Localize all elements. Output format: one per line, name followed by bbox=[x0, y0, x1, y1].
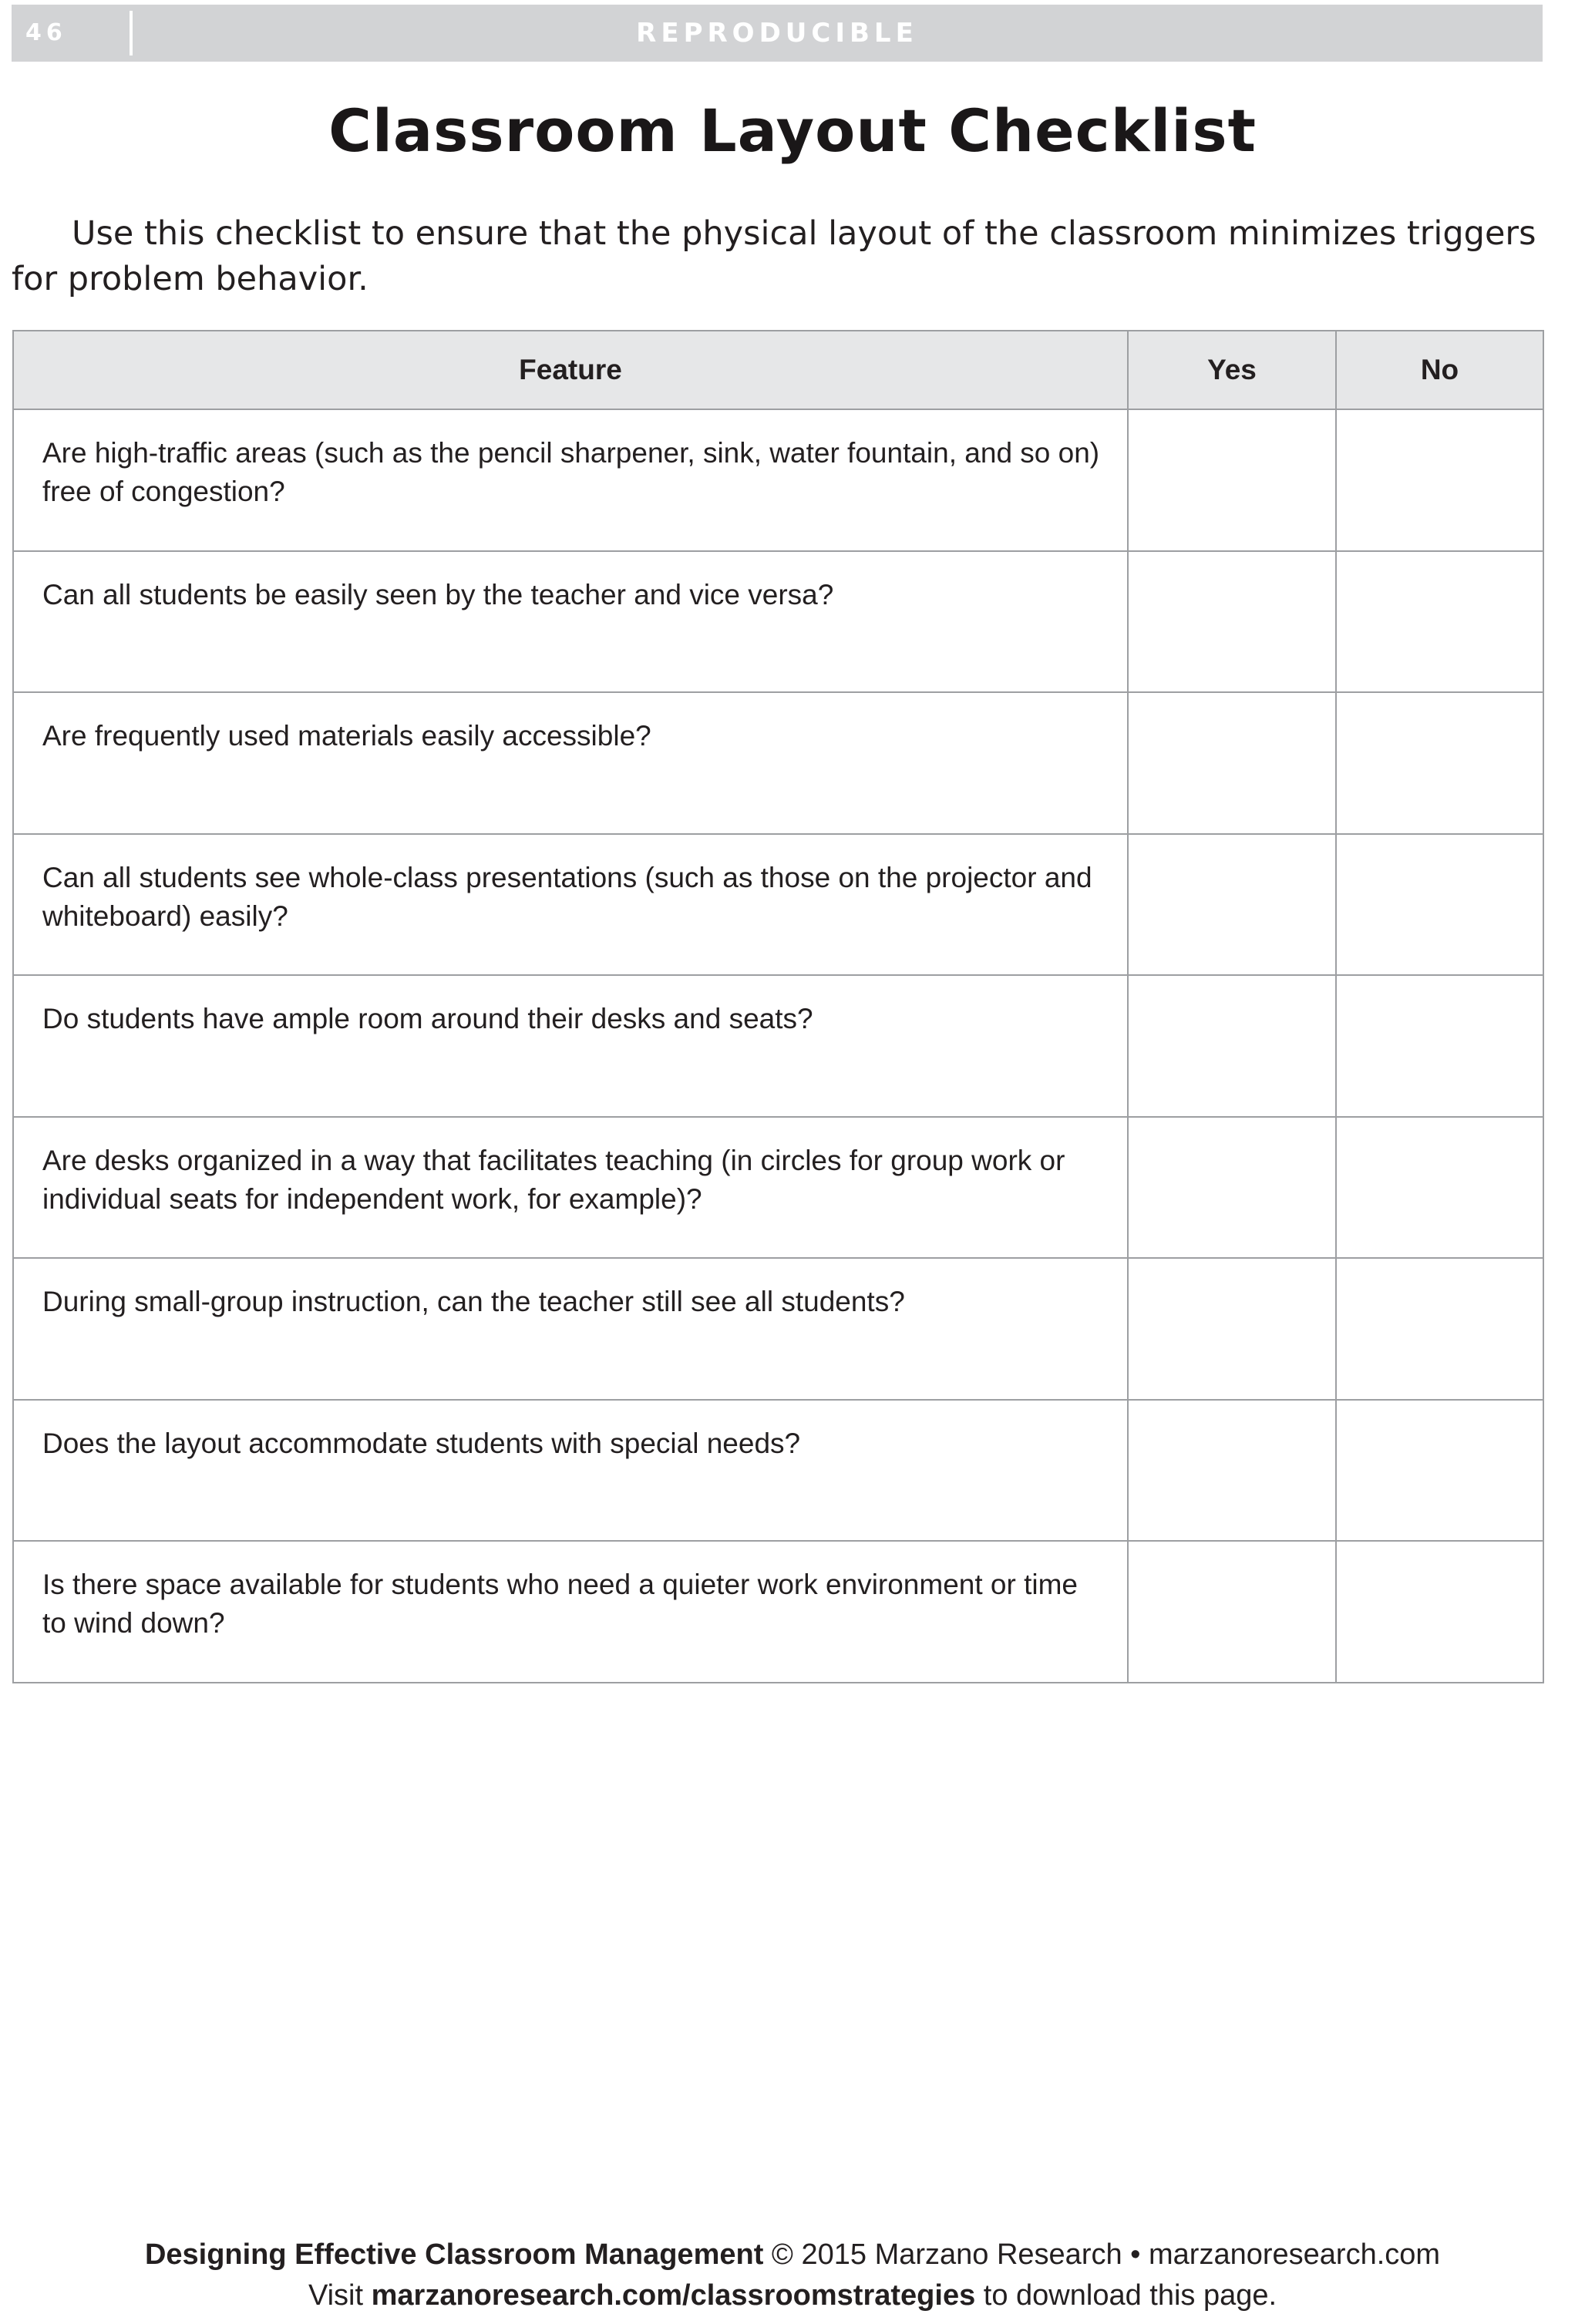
table-row bbox=[13, 834, 1543, 976]
reproducible-label: REPRODUCIBLE bbox=[636, 18, 918, 49]
table-row bbox=[13, 1541, 1543, 1683]
page-title: Classroom Layout Checklist bbox=[328, 96, 1257, 165]
feature-cell: Is there space available for students who need a quieter work environment or time to wind down? bbox=[13, 1541, 1128, 1683]
feature-cell: Can all students see whole-class presentations (such as those on the projector and whiteboard) easily? bbox=[13, 834, 1128, 976]
table-row bbox=[13, 1400, 1543, 1542]
no-cell[interactable] bbox=[1336, 1258, 1543, 1400]
no-cell[interactable] bbox=[1336, 1400, 1543, 1542]
yes-cell[interactable] bbox=[1128, 1258, 1336, 1400]
feature-cell: Are high-traffic areas (such as the pencil sharpener, sink, water fountain, and so on) free of congestion? bbox=[13, 409, 1128, 551]
intro-paragraph: Use this checklist to ensure that the physical layout of the classroom minimizes triggers for problem behavior. bbox=[12, 214, 1536, 298]
yes-cell[interactable] bbox=[1128, 692, 1336, 834]
header-bar bbox=[12, 5, 1543, 62]
feature-cell: Are frequently used materials easily accessible? bbox=[13, 692, 1128, 834]
download-url-link[interactable]: marzanoresearch.com/classroomstrategies bbox=[371, 2279, 976, 2312]
column-header-no: No bbox=[1336, 331, 1543, 409]
no-cell[interactable] bbox=[1336, 834, 1543, 976]
footer-download bbox=[0, 2279, 1585, 2312]
table-row bbox=[13, 551, 1543, 693]
feature-cell: Does the layout accommodate students with special needs? bbox=[13, 1400, 1128, 1542]
feature-cell: Are desks organized in a way that facilitates teaching (in circles for group work or individual seats for independent work, for example)? bbox=[13, 1117, 1128, 1259]
no-cell[interactable] bbox=[1336, 409, 1543, 551]
yes-cell[interactable] bbox=[1128, 1541, 1336, 1683]
column-header-yes: Yes bbox=[1128, 331, 1336, 409]
table-row bbox=[13, 1258, 1543, 1400]
yes-cell[interactable] bbox=[1128, 975, 1336, 1117]
book-title: Designing Effective Classroom Management bbox=[144, 2238, 764, 2271]
no-cell[interactable] bbox=[1336, 551, 1543, 693]
feature-cell: During small-group instruction, can the teacher still see all students? bbox=[13, 1258, 1128, 1400]
table-header-row bbox=[13, 331, 1543, 409]
visit-suffix: to download this page. bbox=[983, 2279, 1277, 2312]
table-row bbox=[13, 1117, 1543, 1259]
checklist-table bbox=[12, 330, 1544, 1683]
page-number: 46 bbox=[25, 19, 67, 46]
column-header-feature: Feature bbox=[13, 331, 1128, 409]
yes-cell[interactable] bbox=[1128, 1117, 1336, 1259]
yes-cell[interactable] bbox=[1128, 1400, 1336, 1542]
no-cell[interactable] bbox=[1336, 692, 1543, 834]
copyright-text: © 2015 Marzano Research • marzanoresearch.com bbox=[771, 2238, 1441, 2271]
no-cell[interactable] bbox=[1336, 975, 1543, 1117]
yes-cell[interactable] bbox=[1128, 834, 1336, 976]
table-row bbox=[13, 692, 1543, 834]
visit-prefix: Visit bbox=[308, 2279, 364, 2312]
table-row bbox=[13, 975, 1543, 1117]
yes-cell[interactable] bbox=[1128, 409, 1336, 551]
feature-cell: Do students have ample room around their desks and seats? bbox=[13, 975, 1128, 1117]
yes-cell[interactable] bbox=[1128, 551, 1336, 693]
no-cell[interactable] bbox=[1336, 1541, 1543, 1683]
footer-citation bbox=[0, 2238, 1585, 2272]
no-cell[interactable] bbox=[1336, 1117, 1543, 1259]
feature-cell: Can all students be easily seen by the teacher and vice versa? bbox=[13, 551, 1128, 693]
table-row bbox=[13, 409, 1543, 551]
